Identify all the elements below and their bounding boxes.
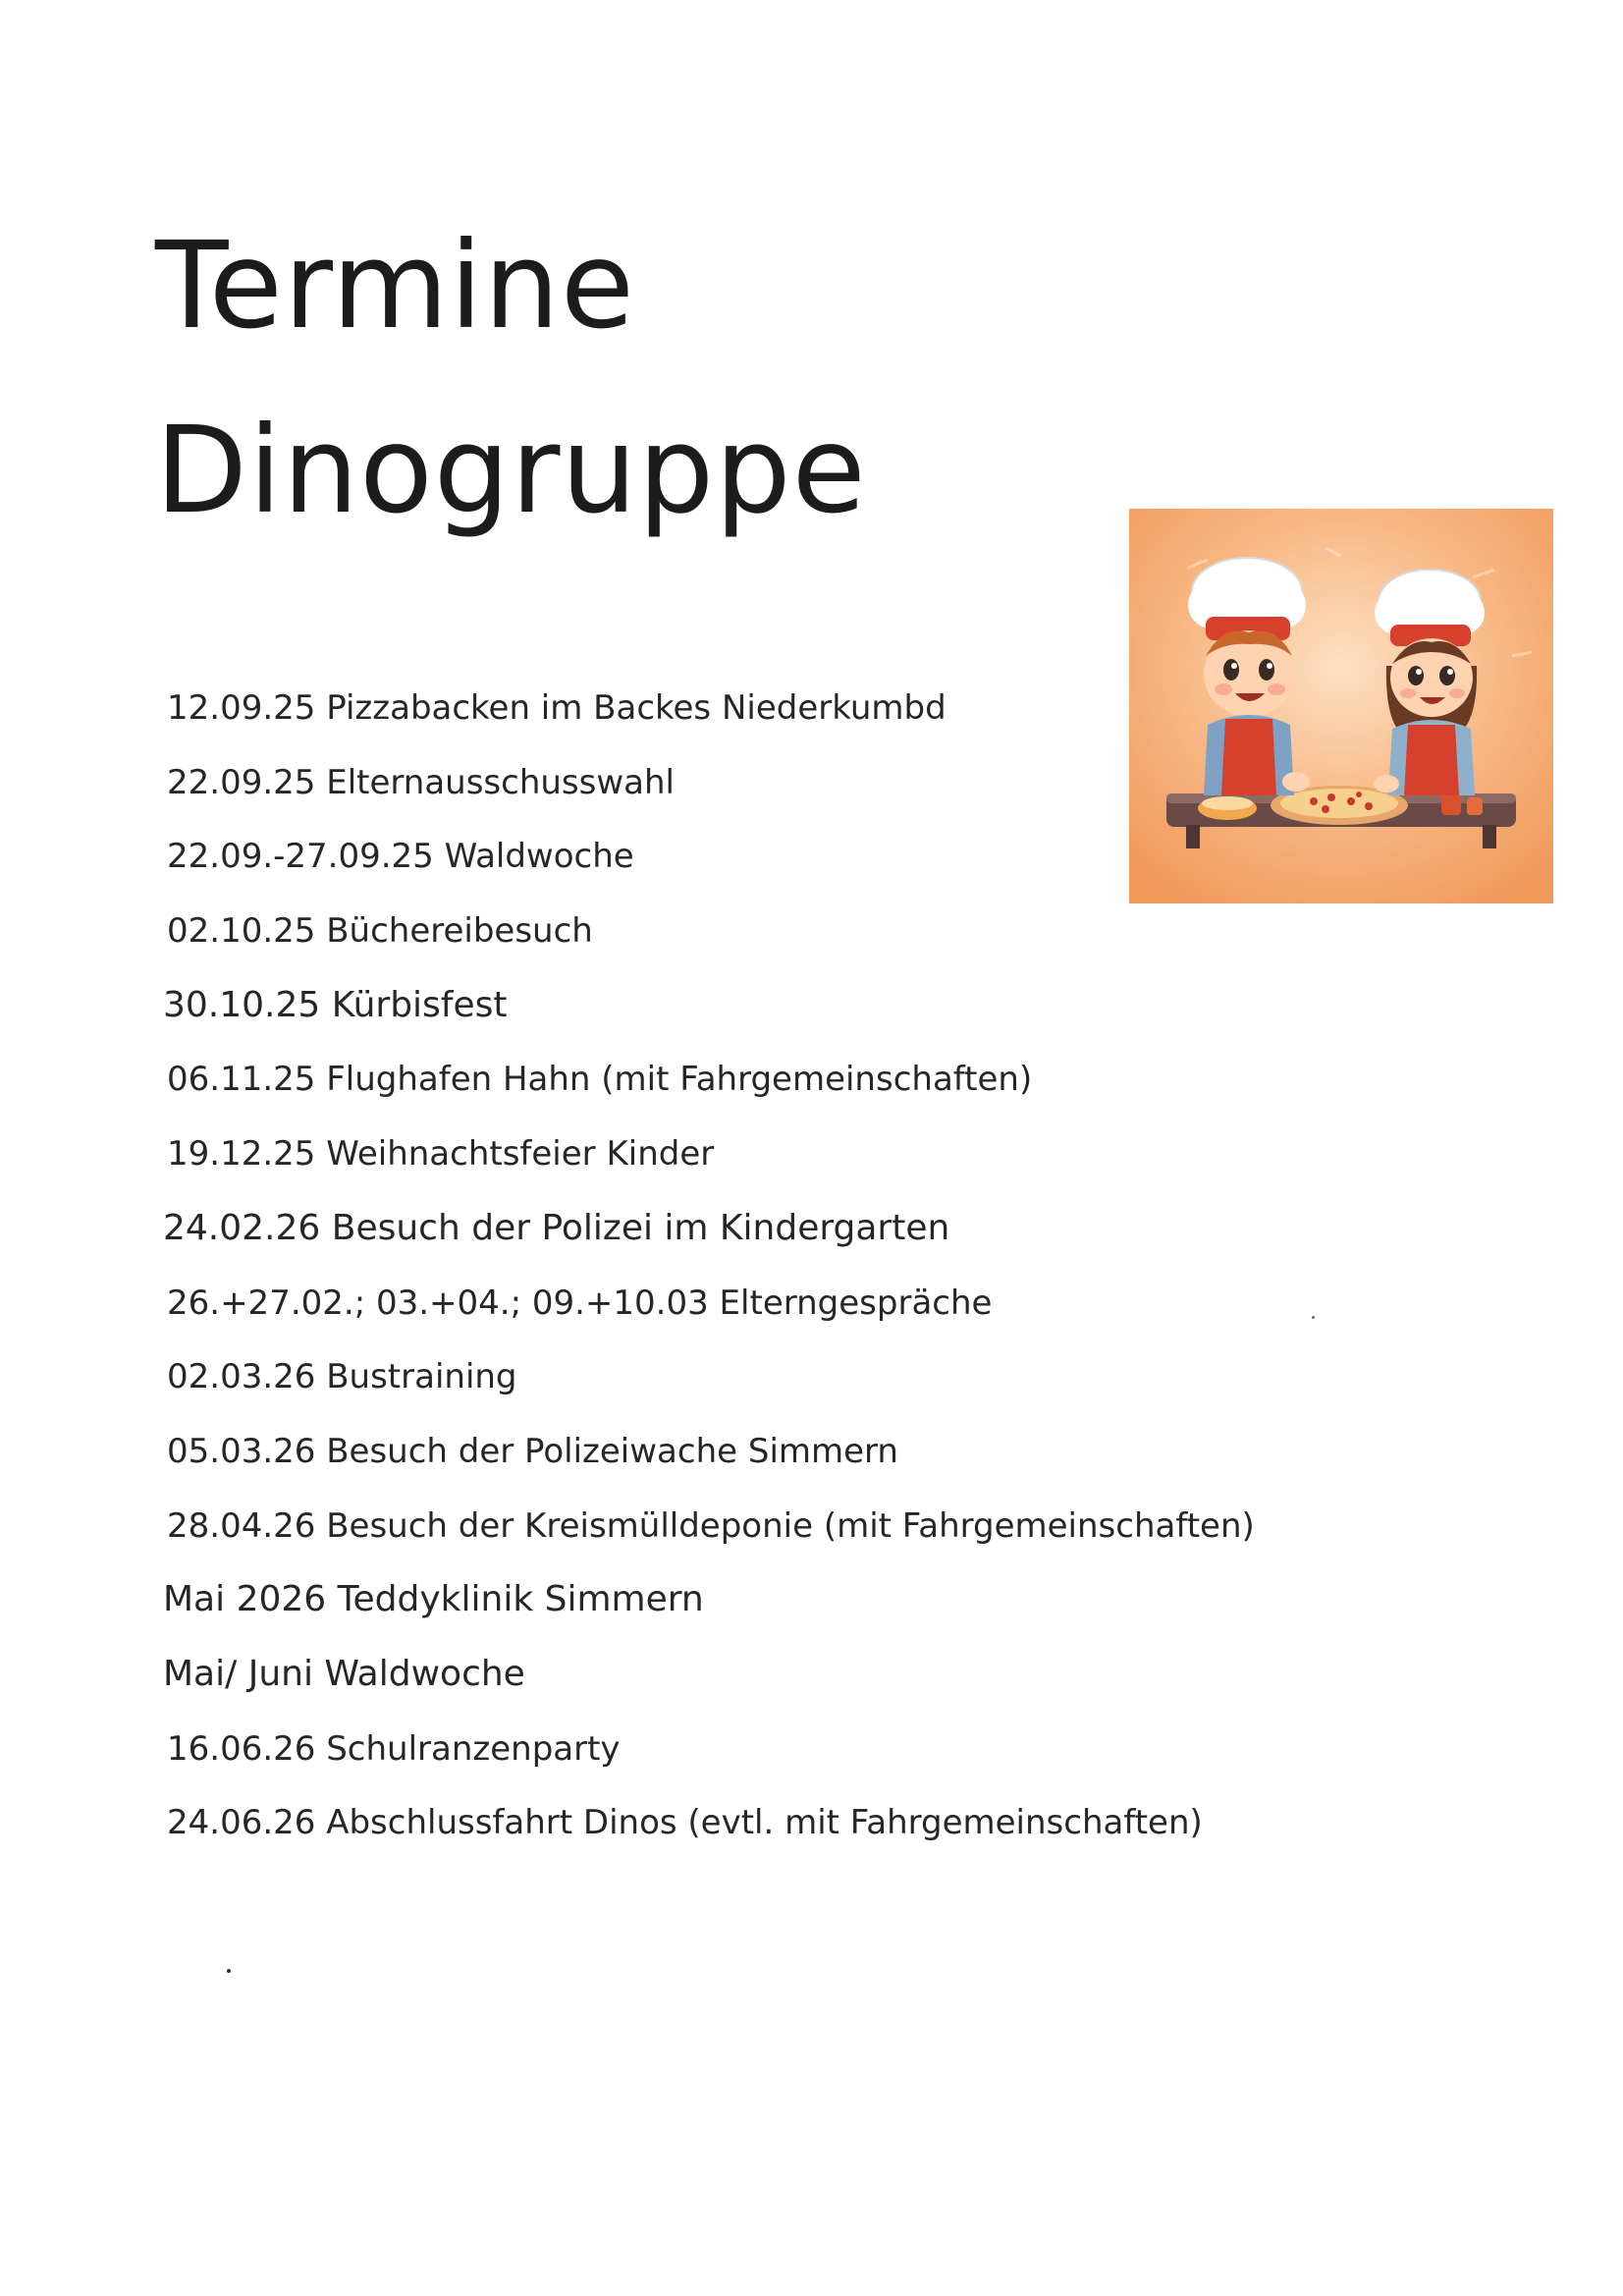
event-item: 05.03.26 Besuch der Polizeiwache Simmern	[167, 1431, 898, 1471]
scan-speck	[1312, 1316, 1315, 1319]
event-item: 24.02.26 Besuch der Polizei im Kindergarten	[163, 1207, 950, 1248]
event-item: 12.09.25 Pizzabacken im Backes Niederkumbd	[167, 688, 947, 728]
children-baking-pizza-illustration	[1129, 509, 1553, 903]
event-list	[163, 685, 1255, 1875]
scan-speck	[227, 1969, 231, 1973]
event-item: 28.04.26 Besuch der Kreismülldeponie (mit Fahrgemeinschaften)	[167, 1505, 1255, 1546]
event-item: 19.12.25 Weihnachtsfeier Kinder	[167, 1134, 715, 1175]
event-item: Mai/ Juni Waldwoche	[163, 1653, 525, 1694]
event-item: 02.10.25 Büchereibesuch	[167, 911, 593, 952]
event-item: 22.09.25 Elternausschusswahl	[167, 762, 675, 802]
event-item: 22.09.-27.09.25 Waldwoche	[167, 837, 634, 877]
event-item: 30.10.25 Kürbisfest	[163, 984, 508, 1025]
page-title-line-2: Dinogruppe	[155, 401, 867, 540]
event-item: 16.06.26 Schulranzenparty	[167, 1728, 621, 1769]
event-item: 24.06.26 Abschlussfahrt Dinos (evtl. mit Fahrgemeinschaften)	[167, 1803, 1203, 1843]
event-item: 06.11.25 Flughafen Hahn (mit Fahrgemeinschaften)	[167, 1060, 1033, 1100]
event-item: 26.+27.02.; 03.+04.; 09.+10.03 Elterngespräche	[167, 1283, 993, 1323]
page-title-line-1: Termine	[155, 216, 635, 355]
bowl	[1198, 796, 1257, 820]
event-item: Mai 2026 Teddyklinik Simmern	[163, 1579, 704, 1620]
event-item: 02.03.26 Bustraining	[167, 1357, 517, 1397]
boy-chef	[1188, 558, 1310, 795]
